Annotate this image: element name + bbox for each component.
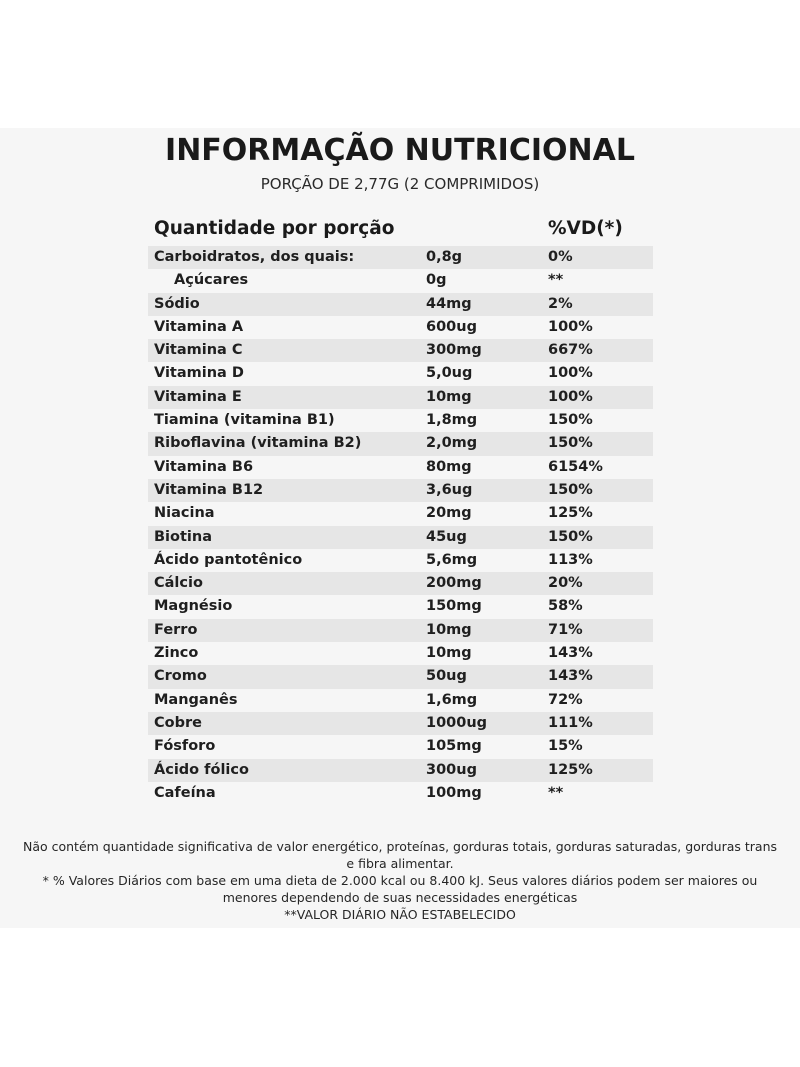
- table-header: [148, 212, 653, 246]
- table-row: [148, 759, 653, 782]
- nutrient-daily-value: 150%: [548, 412, 593, 429]
- nutrient-name: Magnésio: [154, 598, 233, 615]
- table-row: [148, 619, 653, 642]
- nutrient-amount: 600ug: [426, 318, 477, 335]
- nutrient-name: Fósforo: [154, 738, 216, 755]
- nutrient-amount: 10mg: [426, 388, 472, 405]
- table-row: [148, 362, 653, 385]
- table-row: [148, 246, 653, 269]
- table-row: [148, 293, 653, 316]
- nutrient-daily-value: 71%: [548, 621, 583, 638]
- table-row: [148, 782, 653, 805]
- nutrient-name: Vitamina B6: [154, 458, 254, 475]
- nutrient-daily-value: 150%: [548, 435, 593, 452]
- nutrient-daily-value: 150%: [548, 481, 593, 498]
- table-row: [148, 665, 653, 688]
- nutrient-daily-value: 72%: [548, 691, 583, 708]
- footnote-no-significant: Não contém quantidade significativa de valor energético, proteínas, gorduras totais, gorduras saturadas, gorduras trans e fibra alimentar.: [22, 839, 778, 871]
- quantity-header: Quantidade por porção: [154, 218, 395, 239]
- table-row: [148, 549, 653, 572]
- nutrient-amount: 3,6ug: [426, 481, 473, 498]
- nutrient-name: Cálcio: [154, 575, 203, 592]
- nutrient-amount: 50ug: [426, 668, 467, 685]
- footnotes: [20, 838, 780, 923]
- nutrient-amount: 5,6mg: [426, 551, 478, 568]
- nutrient-name: Vitamina C: [154, 342, 243, 359]
- table-row: [148, 269, 653, 292]
- footnote-daily-values: * % Valores Diários com base em uma dieta de 2.000 kcal ou 8.400 kJ. Seus valores diários podem ser maiores ou menores dependendo de suas necessidades energéticas: [42, 873, 758, 905]
- table-row: [148, 479, 653, 502]
- table-body: [148, 246, 653, 805]
- nutrient-amount: 80mg: [426, 458, 472, 475]
- nutrient-daily-value: 125%: [548, 761, 593, 778]
- nutrient-amount: 44mg: [426, 295, 472, 312]
- nutrient-name: Vitamina A: [154, 318, 244, 335]
- nutrient-daily-value: 150%: [548, 528, 593, 545]
- nutrient-amount: 5,0ug: [426, 365, 473, 382]
- nutrient-name: Sódio: [154, 295, 200, 312]
- nutrient-daily-value: 58%: [548, 598, 583, 615]
- table-row: [148, 456, 653, 479]
- page-title: INFORMAÇÃO NUTRICIONAL: [165, 133, 635, 168]
- nutrient-amount: 45ug: [426, 528, 467, 545]
- nutrition-table: [148, 212, 653, 805]
- table-row: [148, 595, 653, 618]
- nutrient-name: Tiamina (vitamina B1): [154, 412, 335, 429]
- nutrient-daily-value: 100%: [548, 365, 593, 382]
- nutrient-amount: 2,0mg: [426, 435, 478, 452]
- nutrient-daily-value: 111%: [548, 714, 593, 731]
- nutrient-amount: 100mg: [426, 784, 482, 801]
- nutrient-daily-value: 6154%: [548, 458, 603, 475]
- nutrient-name: Zinco: [154, 645, 199, 662]
- nutrient-amount: 200mg: [426, 575, 482, 592]
- nutrient-amount: 1,6mg: [426, 691, 478, 708]
- nutrient-amount: 300ug: [426, 761, 477, 778]
- table-row: [148, 432, 653, 455]
- table-row: [148, 526, 653, 549]
- nutrient-daily-value: 100%: [548, 318, 593, 335]
- nutrient-amount: 150mg: [426, 598, 482, 615]
- table-row: [148, 316, 653, 339]
- vd-header: %VD(*): [548, 218, 623, 239]
- nutrient-name: Ferro: [154, 621, 198, 638]
- nutrient-amount: 300mg: [426, 342, 482, 359]
- nutrient-daily-value: 100%: [548, 388, 593, 405]
- nutrient-daily-value: 667%: [548, 342, 593, 359]
- nutrient-name: Manganês: [154, 691, 238, 708]
- nutrient-amount: 0,8g: [426, 249, 463, 265]
- nutrient-amount: 10mg: [426, 645, 472, 662]
- table-row: [148, 642, 653, 665]
- nutrient-daily-value: 0%: [548, 249, 573, 265]
- nutrient-amount: 10mg: [426, 621, 472, 638]
- table-row: [148, 689, 653, 712]
- footnote-not-established: **VALOR DIÁRIO NÃO ESTABELECIDO: [284, 907, 516, 922]
- nutrient-name: Cafeína: [154, 784, 216, 801]
- nutrient-daily-value: 15%: [548, 738, 583, 755]
- nutrient-name: Açúcares: [174, 272, 249, 289]
- nutrient-daily-value: 143%: [548, 645, 593, 662]
- table-row: [148, 502, 653, 525]
- nutrient-name: Niacina: [154, 505, 215, 522]
- nutrient-daily-value: **: [548, 784, 564, 801]
- nutrient-name: Carboidratos, dos quais:: [154, 249, 355, 265]
- nutrient-amount: 0g: [426, 272, 447, 289]
- nutrient-daily-value: 125%: [548, 505, 593, 522]
- nutrient-name: Cobre: [154, 714, 202, 731]
- nutrient-amount: 1,8mg: [426, 412, 478, 429]
- table-row: [148, 339, 653, 362]
- serving-size-subtitle: PORÇÃO DE 2,77G (2 COMPRIMIDOS): [260, 175, 540, 193]
- nutrient-amount: 20mg: [426, 505, 472, 522]
- nutrient-name: Vitamina D: [154, 365, 244, 382]
- table-row: [148, 572, 653, 595]
- nutrient-daily-value: 2%: [548, 295, 573, 312]
- nutrient-daily-value: **: [548, 272, 564, 289]
- nutrient-daily-value: 20%: [548, 575, 583, 592]
- nutrient-name: Ácido pantotênico: [154, 551, 303, 568]
- nutrient-name: Ácido fólico: [154, 761, 249, 778]
- nutrient-daily-value: 113%: [548, 551, 593, 568]
- table-row: [148, 712, 653, 735]
- nutrient-name: Cromo: [154, 668, 207, 685]
- table-row: [148, 409, 653, 432]
- table-row: [148, 386, 653, 409]
- table-row: [148, 735, 653, 758]
- nutrient-name: Biotina: [154, 528, 212, 545]
- nutrient-name: Vitamina B12: [154, 481, 264, 498]
- nutrient-amount: 105mg: [426, 738, 482, 755]
- nutrient-amount: 1000ug: [426, 714, 488, 731]
- nutrient-daily-value: 143%: [548, 668, 593, 685]
- nutrient-name: Vitamina E: [154, 388, 242, 405]
- nutrient-name: Riboflavina (vitamina B2): [154, 435, 362, 452]
